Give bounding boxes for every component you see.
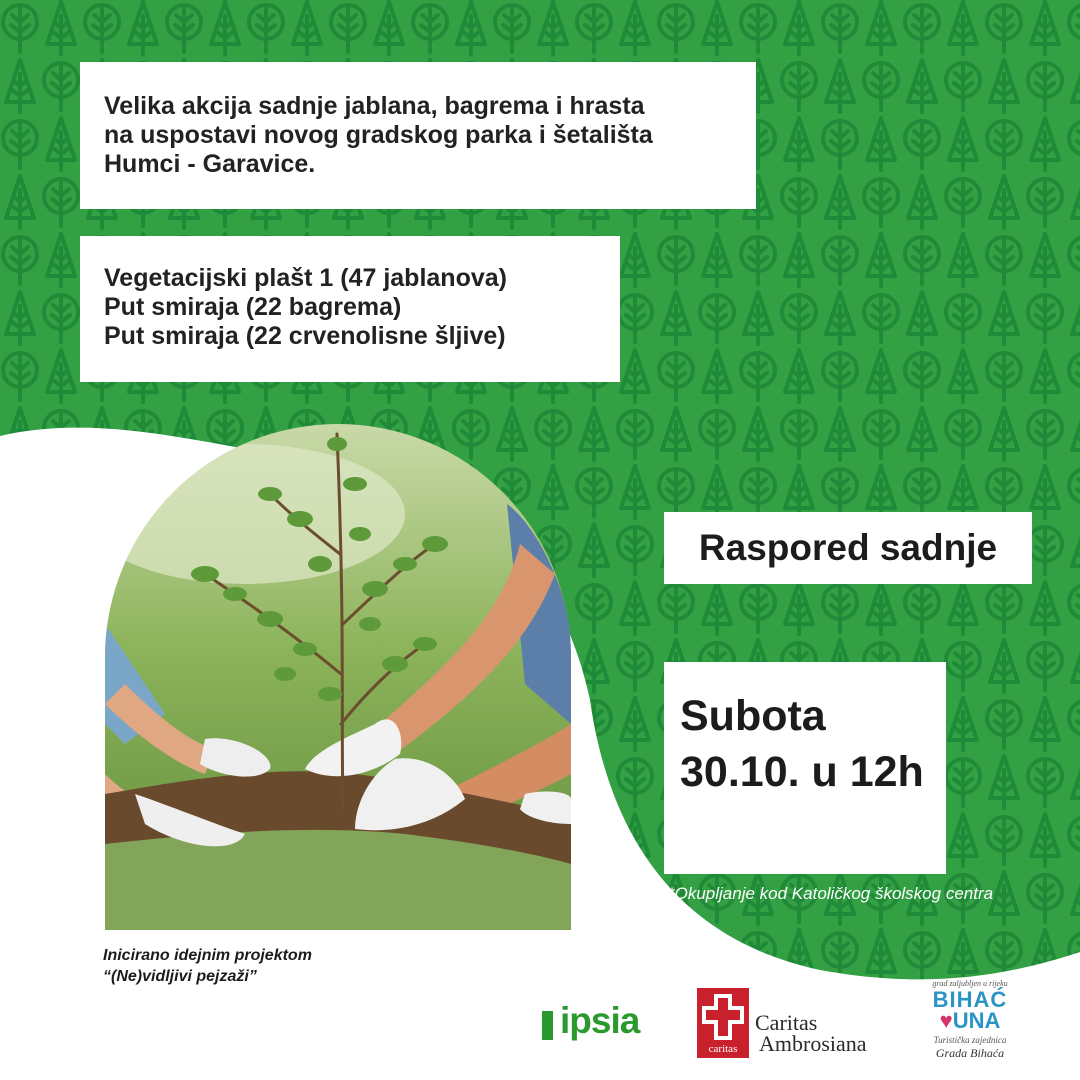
bihac-river-text: UNA — [952, 1008, 1001, 1033]
schedule-heading: Raspored sadnje — [698, 527, 998, 568]
schedule-day: Subota — [680, 692, 826, 740]
caritas-name — [755, 1012, 867, 1054]
intro-line-1: Velika akcija sadnje jablana, bagrema i hrasta — [104, 92, 645, 120]
ipsia-logo-bar — [542, 1011, 553, 1040]
initiated-by-note — [103, 945, 312, 987]
bihac-org-line-2: Grada Bihaća — [935, 1046, 1005, 1060]
caritas-cross-icon — [697, 988, 749, 1058]
bihac-city-name: BIHAĆ — [932, 987, 1008, 1012]
intro-card — [80, 62, 756, 209]
caritas-box-label: caritas — [708, 1043, 738, 1055]
intro-line-2: na uspostavi novog gradskog parka i šetališta — [104, 121, 653, 149]
bihac-tagline: grad zaljubljen u rijeku — [932, 979, 1008, 988]
planting-item: Vegetacijski plašt 1 (47 jablanova) — [104, 264, 507, 292]
caritas-name-line-2: Ambrosiana — [759, 1031, 867, 1056]
planting-list-card — [80, 236, 620, 382]
planting-item: Put smiraja (22 bagrema) — [104, 293, 402, 321]
planting-item: Put smiraja (22 crvenolisne šljive) — [104, 322, 506, 350]
heart-icon: ♥ — [939, 1008, 953, 1033]
initiated-line-2: “(Ne)vidljivi pejzaži” — [103, 968, 257, 985]
schedule-heading-card — [664, 512, 1032, 584]
bihac-tourism-logo — [920, 978, 1020, 1074]
ipsia-logo — [542, 1000, 650, 1044]
schedule-date-card — [664, 662, 946, 874]
intro-line-3: Humci - Garavice. — [104, 150, 316, 178]
initiated-line-1: Inicirano idejnim projektom — [103, 947, 312, 964]
bihac-river-name — [920, 1008, 1020, 1033]
caritas-ambrosiana-logo — [697, 988, 883, 1062]
ipsia-logo-text: ipsia — [560, 1000, 640, 1041]
caritas-name-line-1: Caritas — [755, 1010, 818, 1035]
tree-planting-photo — [105, 424, 571, 930]
schedule-datetime: 30.10. u 12h — [680, 748, 924, 796]
bihac-org-line-1: Turistička zajednica — [933, 1035, 1007, 1045]
meeting-note: *Okupljanje kod Katoličkog školskog centra — [668, 884, 994, 903]
